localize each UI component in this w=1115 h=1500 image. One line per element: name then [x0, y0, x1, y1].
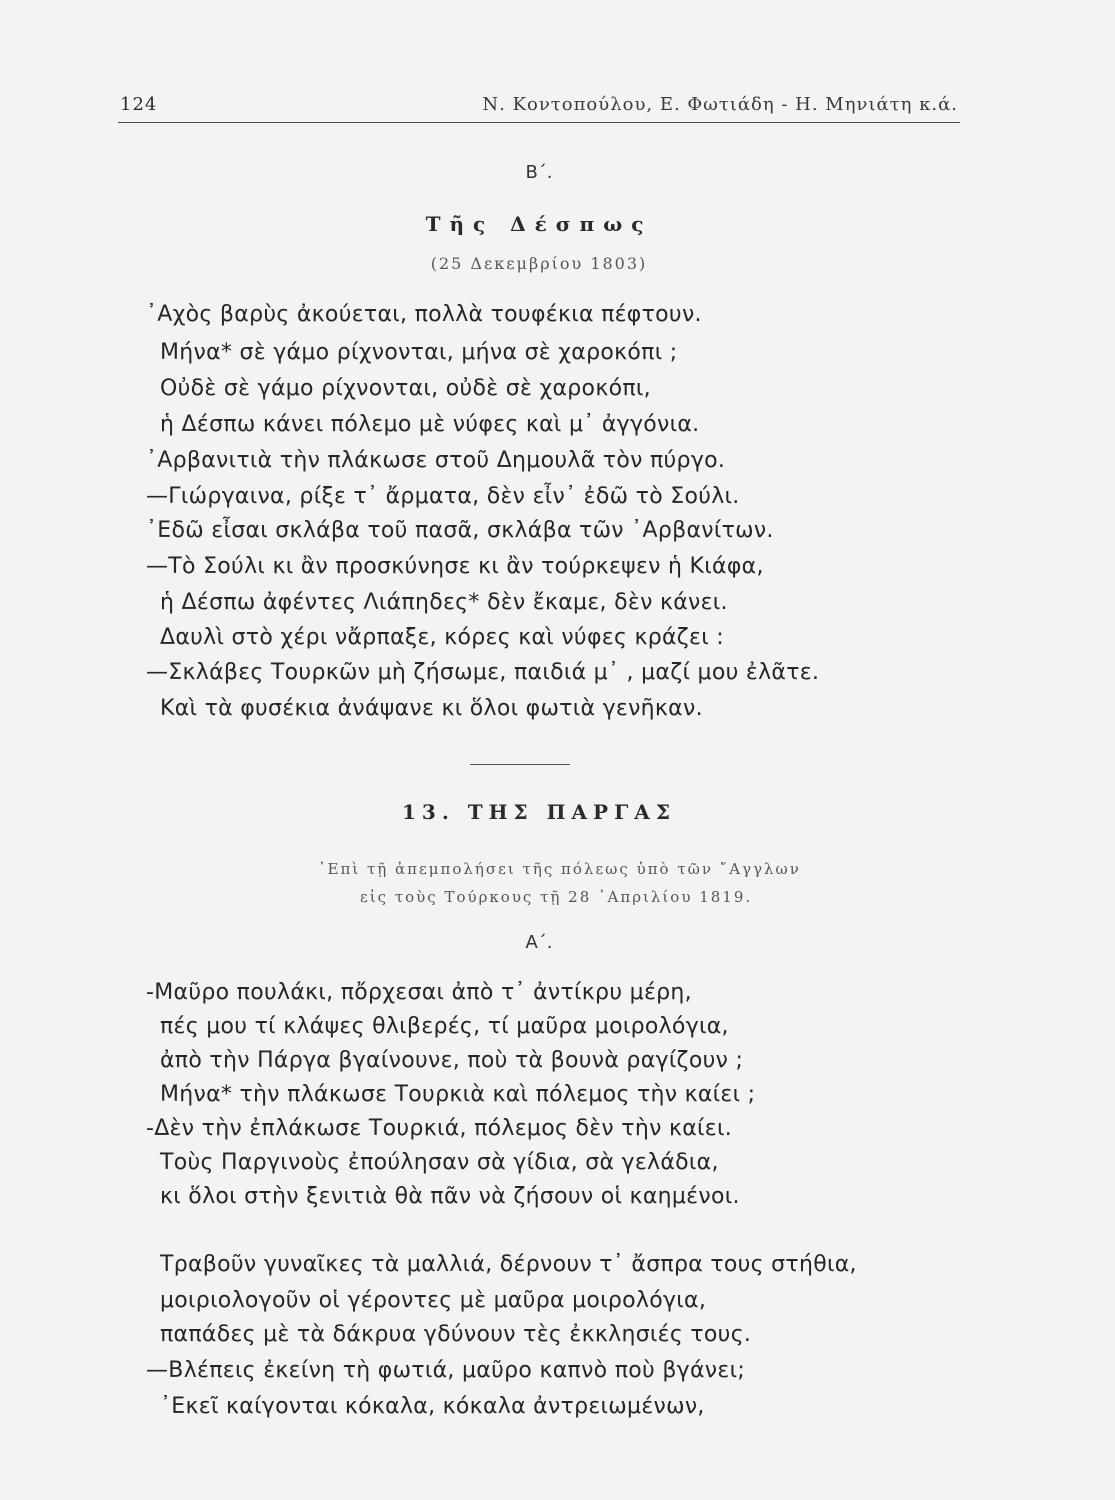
verse-line: ἡ Δέσπω ἀφέντες Λιάπηδες* δὲν ἔκαμε, δὲν κάνει.	[160, 590, 728, 615]
verse-line: -Δὲν τὴν ἐπλάκωσε Τουρκιά, πόλεμος δὲν τὴν καίει.	[146, 1116, 733, 1141]
verse-line: -Μαῦρο πουλάκι, πὄρχεσαι ἀπὸ τ᾿ ἀντίκρυ μέρη,	[146, 980, 692, 1005]
page-number: 124	[120, 94, 158, 115]
verse-line: —Γιώργαινα, ρίξε τ᾿ ἄρματα, δὲν εἶν᾿ ἐδῶ τὸ Σούλι.	[146, 484, 740, 509]
section-mark-a: Α΄.	[525, 932, 553, 953]
poem-date: (25 Δεκεμβρίου 1803)	[430, 254, 648, 273]
verse-line: Οὐδὲ σὲ γάμο ρίχνονται, οὐδὲ σὲ χαροκόπι,	[160, 376, 651, 401]
verse-line: ᾿Εκεῖ καίγονται κόκαλα, κόκαλα ἀντρειωμένων,	[160, 1394, 705, 1419]
running-head: Ν. Κοντοπούλου, Ε. Φωτιάδη - Η. Μηνιάτη κ.ά.	[482, 94, 958, 115]
section-mark-b: Β΄.	[525, 162, 553, 183]
song-subtitle: εἰς τοὺς Τούρκους τῇ 28 ᾿Απριλίου 1819.	[360, 888, 753, 906]
verse-line: —Τὸ Σούλι κι ἂν προσκύνησε κι ἂν τούρκεψεν ἡ Κιάφα,	[146, 554, 764, 579]
poem-title: Τῆς Δέσπως	[425, 212, 653, 236]
song-heading: 13. ΤΗΣ ΠΑΡΓΑΣ	[402, 800, 676, 824]
verse-line: Τραβοῦν γυναῖκες τὰ μαλλιά, δέρνουν τ᾿ ἄσπρα τους στήθια,	[160, 1252, 857, 1277]
verse-line: ᾿Αχὸς βαρὺς ἀκούεται, πολλὰ τουφέκια πέφτουν.	[146, 302, 702, 327]
verse-line: Δαυλὶ στὸ χέρι νἄρπαξε, κόρες καὶ νύφες κράζει :	[160, 625, 724, 650]
verse-line: Καὶ τὰ φυσέκια ἀνάψανε κι ὅλοι φωτιὰ γενῆκαν.	[160, 696, 703, 721]
verse-line: πές μου τί κλάψες θλιβερές, τί μαῦρα μοιρολόγια,	[160, 1014, 729, 1039]
verse-line: ᾿Αρβανιτιὰ τὴν πλάκωσε στοῦ Δημουλᾶ τὸν πύργο.	[146, 448, 726, 473]
song-subtitle: ᾿Επὶ τῇ ἀπεμπολήσει τῆς πόλεως ὑπὸ τῶν ῎Αγγλων	[318, 860, 801, 878]
verse-line: παπάδες μὲ τὰ δάκρυα γδύνουν τὲς ἐκκλησιές τους.	[160, 1322, 752, 1347]
verse-line: ἡ Δέσπω κάνει πόλεμο μὲ νύφες καὶ μ᾿ ἀγγόνια.	[160, 412, 700, 437]
verse-line: κι ὅλοι στὴν ξενιτιὰ θὰ πᾶν νὰ ζήσουν οἱ καημένοι.	[160, 1184, 740, 1209]
section-divider	[470, 764, 570, 765]
verse-line: ἀπὸ τὴν Πάργα βγαίνουνε, ποὺ τὰ βουνὰ ραγίζουν ;	[160, 1048, 744, 1073]
verse-line: Μήνα* σὲ γάμο ρίχνονται, μήνα σὲ χαροκόπι ;	[160, 340, 678, 365]
verse-line: —Βλέπεις ἐκείνη τὴ φωτιά, μαῦρο καπνὸ ποὺ βγάνει;	[146, 1358, 746, 1383]
verse-line: Τοὺς Παργινοὺς ἐπούλησαν σὰ γίδια, σὰ γελάδια,	[160, 1150, 719, 1175]
page-header	[118, 92, 960, 123]
verse-line: Μήνα* τὴν πλάκωσε Τουρκιὰ καὶ πόλεμος τὴν καίει ;	[160, 1082, 756, 1107]
verse-line: —Σκλάβες Τουρκῶν μὴ ζήσωμε, παιδιά μ᾿ , μαζί μου ἐλᾶτε.	[146, 660, 820, 685]
verse-line: ᾿Εδῶ εἶσαι σκλάβα τοῦ πασᾶ, σκλάβα τῶν ᾿Αρβανίτων.	[146, 518, 774, 543]
verse-line: μοιριολογοῦν οἱ γέροντες μὲ μαῦρα μοιρολόγια,	[160, 1288, 707, 1313]
